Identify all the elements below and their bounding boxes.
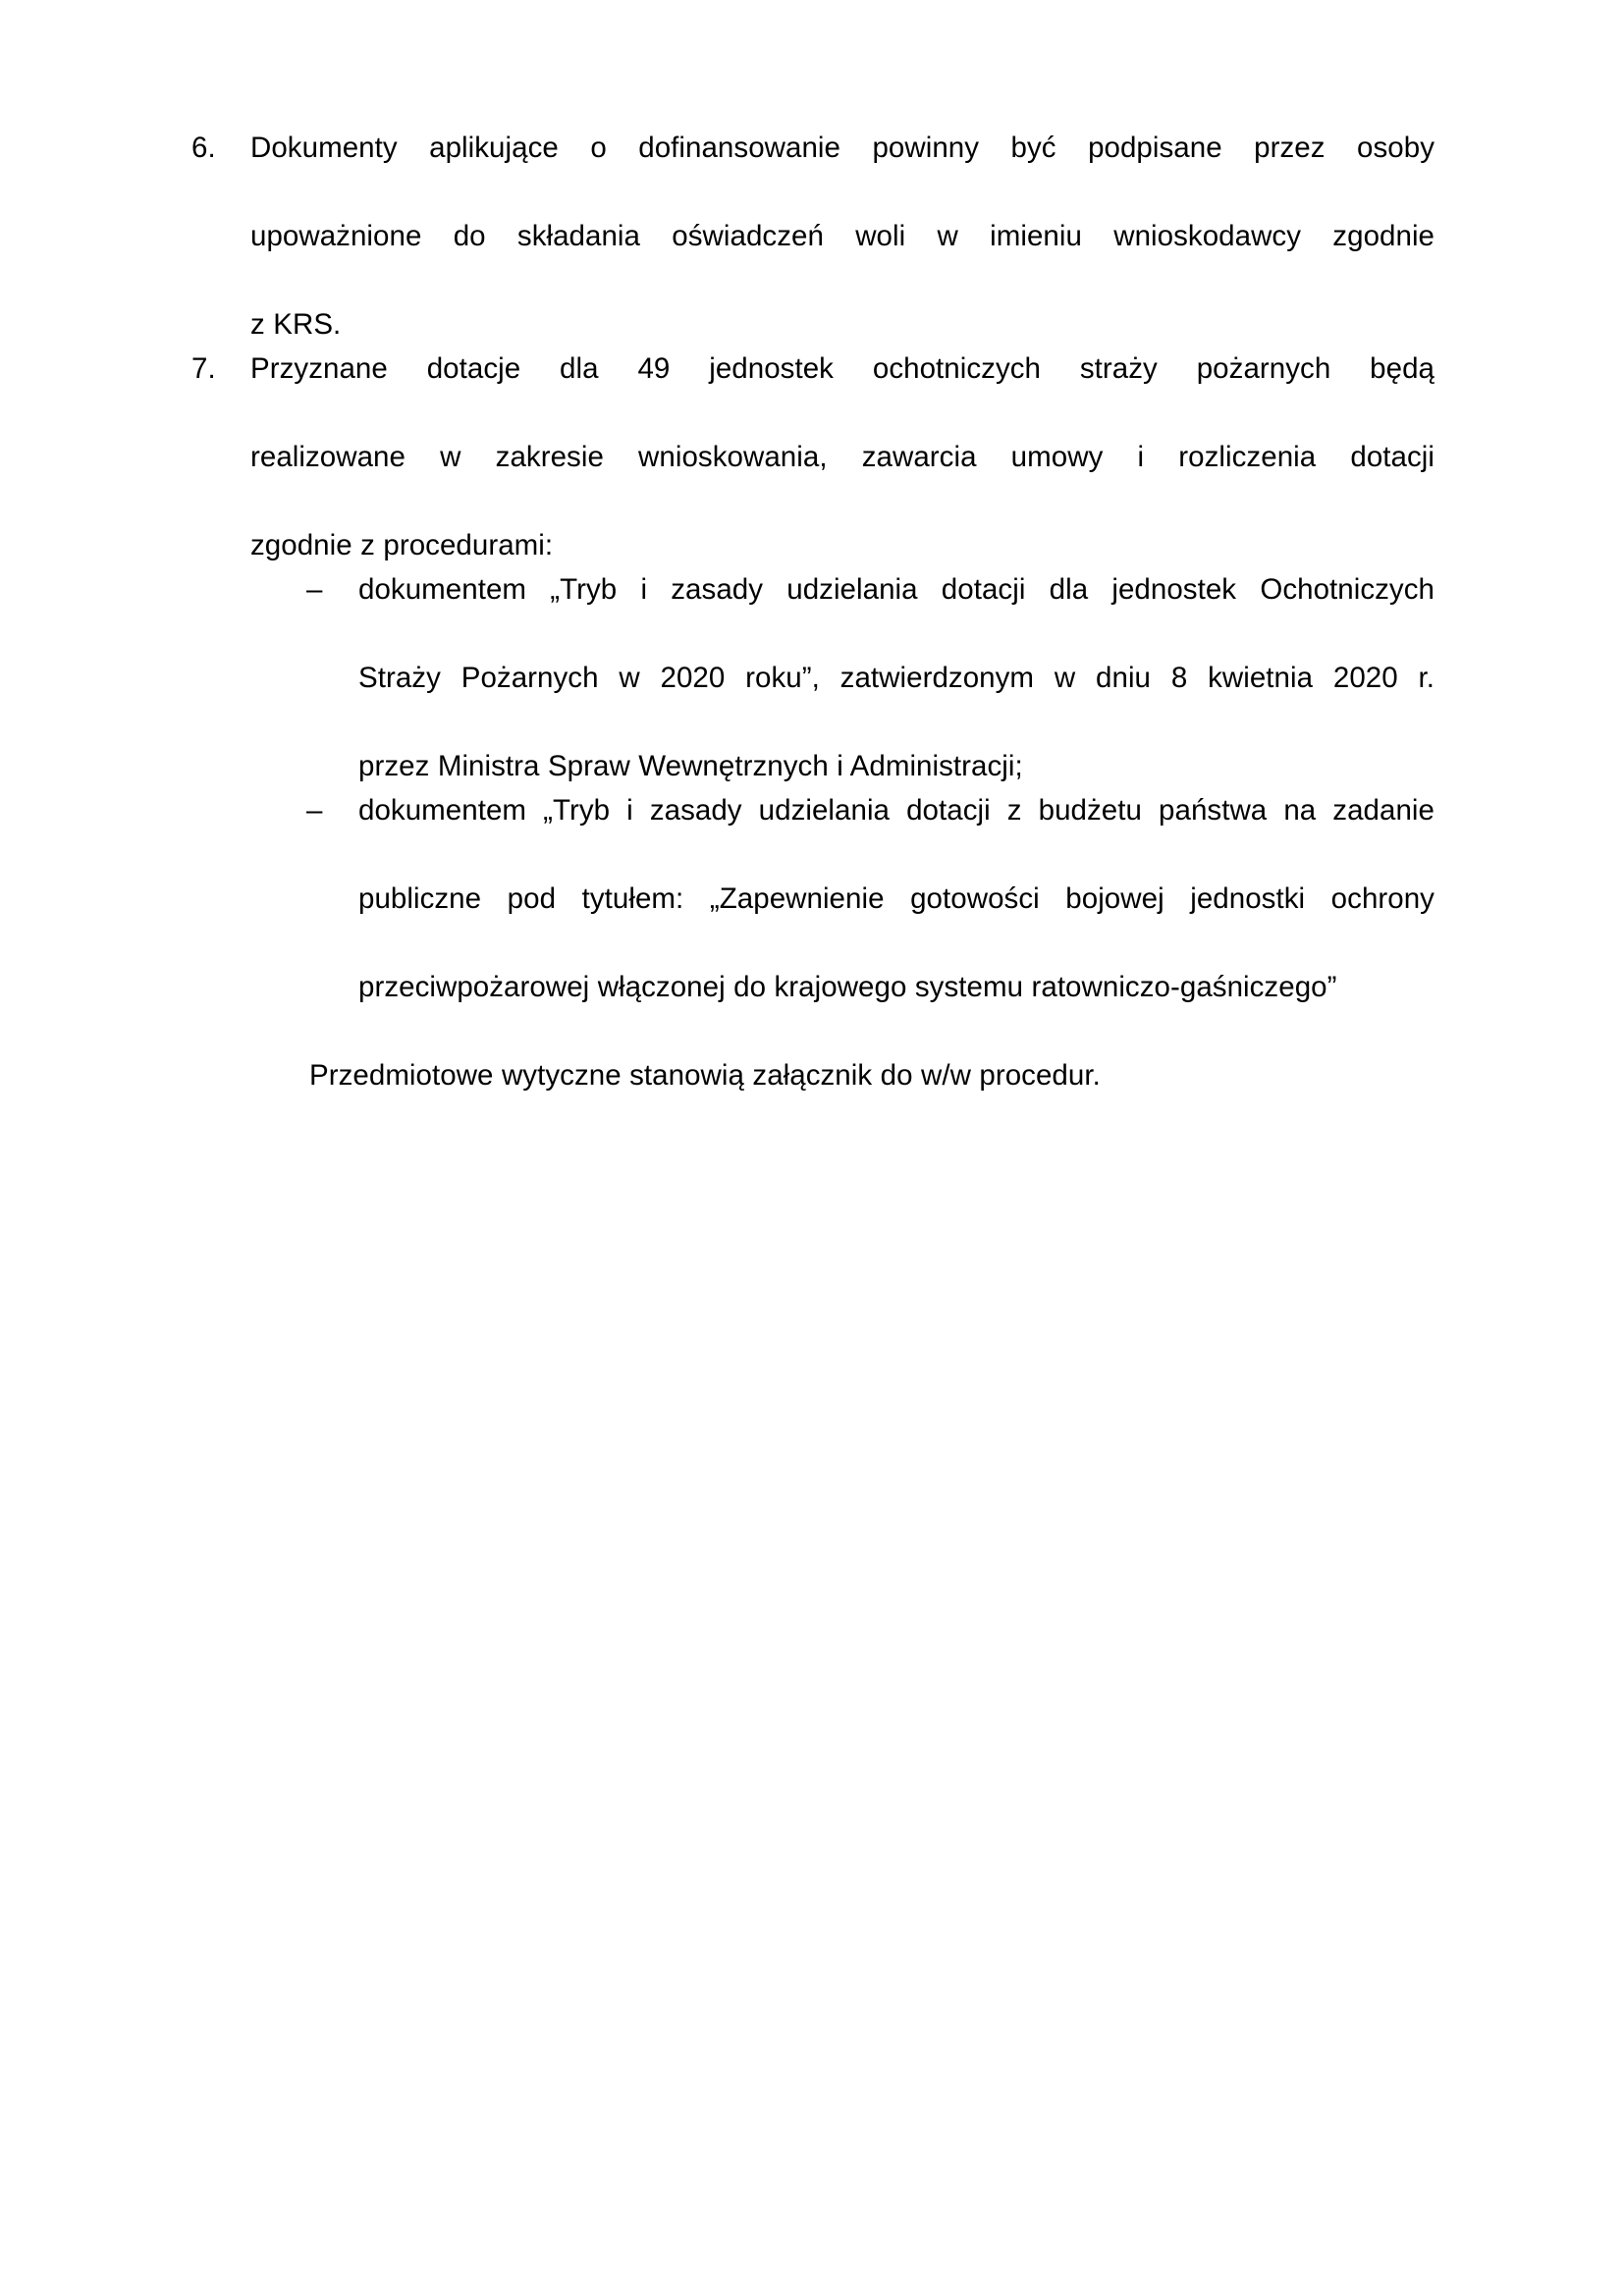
sub-list-item-2-line-3: przeciwpożarowej włączonej do krajowego systemu ratowniczo-gaśniczego”: [358, 971, 1337, 1003]
list-marker-7: 7.: [191, 352, 216, 385]
list-item-7-body: [250, 347, 1435, 1097]
dash-marker-icon: –: [306, 573, 323, 606]
closing-paragraph: Przedmiotowe wytyczne stanowią załącznik do w/w procedur.: [309, 1059, 1101, 1092]
list-item-6-line-2: upoważnione do składania oświadczeń woli w imieniu wnioskodawcy zgodnie: [250, 220, 1435, 252]
list-item-6: [191, 126, 1435, 347]
list-item-7-line-3: zgodnie z procedurami:: [250, 529, 554, 561]
sub-list-item-1-line-2: Straży Pożarnych w 2020 roku”, zatwierdzonym w dniu 8 kwietnia 2020 r.: [358, 662, 1435, 694]
sub-list-item-2-body: [358, 788, 1435, 1009]
dash-marker-icon: –: [306, 794, 323, 827]
sub-list-item-1-line-3: przez Ministra Spraw Wewnętrznych i Administracji;: [358, 750, 1023, 782]
sub-list-item-1-line-1: dokumentem „Tryb i zasady udzielania dotacji dla jednostek Ochotniczych: [358, 573, 1435, 606]
list-item-6-line-1: Dokumenty aplikujące o dofinansowanie powinny być podpisane przez osoby: [250, 132, 1435, 164]
list-item-7-line-1: Przyznane dotacje dla 49 jednostek ochotniczych straży pożarnych będą: [250, 352, 1435, 385]
sub-list-item-1: [304, 567, 1435, 788]
list-item-7-line-2: realizowane w zakresie wnioskowania, zawarcia umowy i rozliczenia dotacji: [250, 441, 1435, 473]
sub-list: [304, 567, 1435, 1009]
list-item-7: [191, 347, 1435, 1097]
list-item-6-body: [250, 126, 1435, 347]
sub-list-item-1-body: [358, 567, 1435, 788]
document-content: [191, 126, 1435, 1097]
sub-list-item-2-line-1: dokumentem „Tryb i zasady udzielania dotacji z budżetu państwa na zadanie: [358, 794, 1435, 827]
list-marker-6: 6.: [191, 132, 216, 164]
sub-list-item-2-line-2: publiczne pod tytułem: „Zapewnienie gotowości bojowej jednostki ochrony: [358, 882, 1435, 915]
list-item-6-line-3: z KRS.: [250, 308, 342, 341]
sub-list-item-2: [304, 788, 1435, 1009]
